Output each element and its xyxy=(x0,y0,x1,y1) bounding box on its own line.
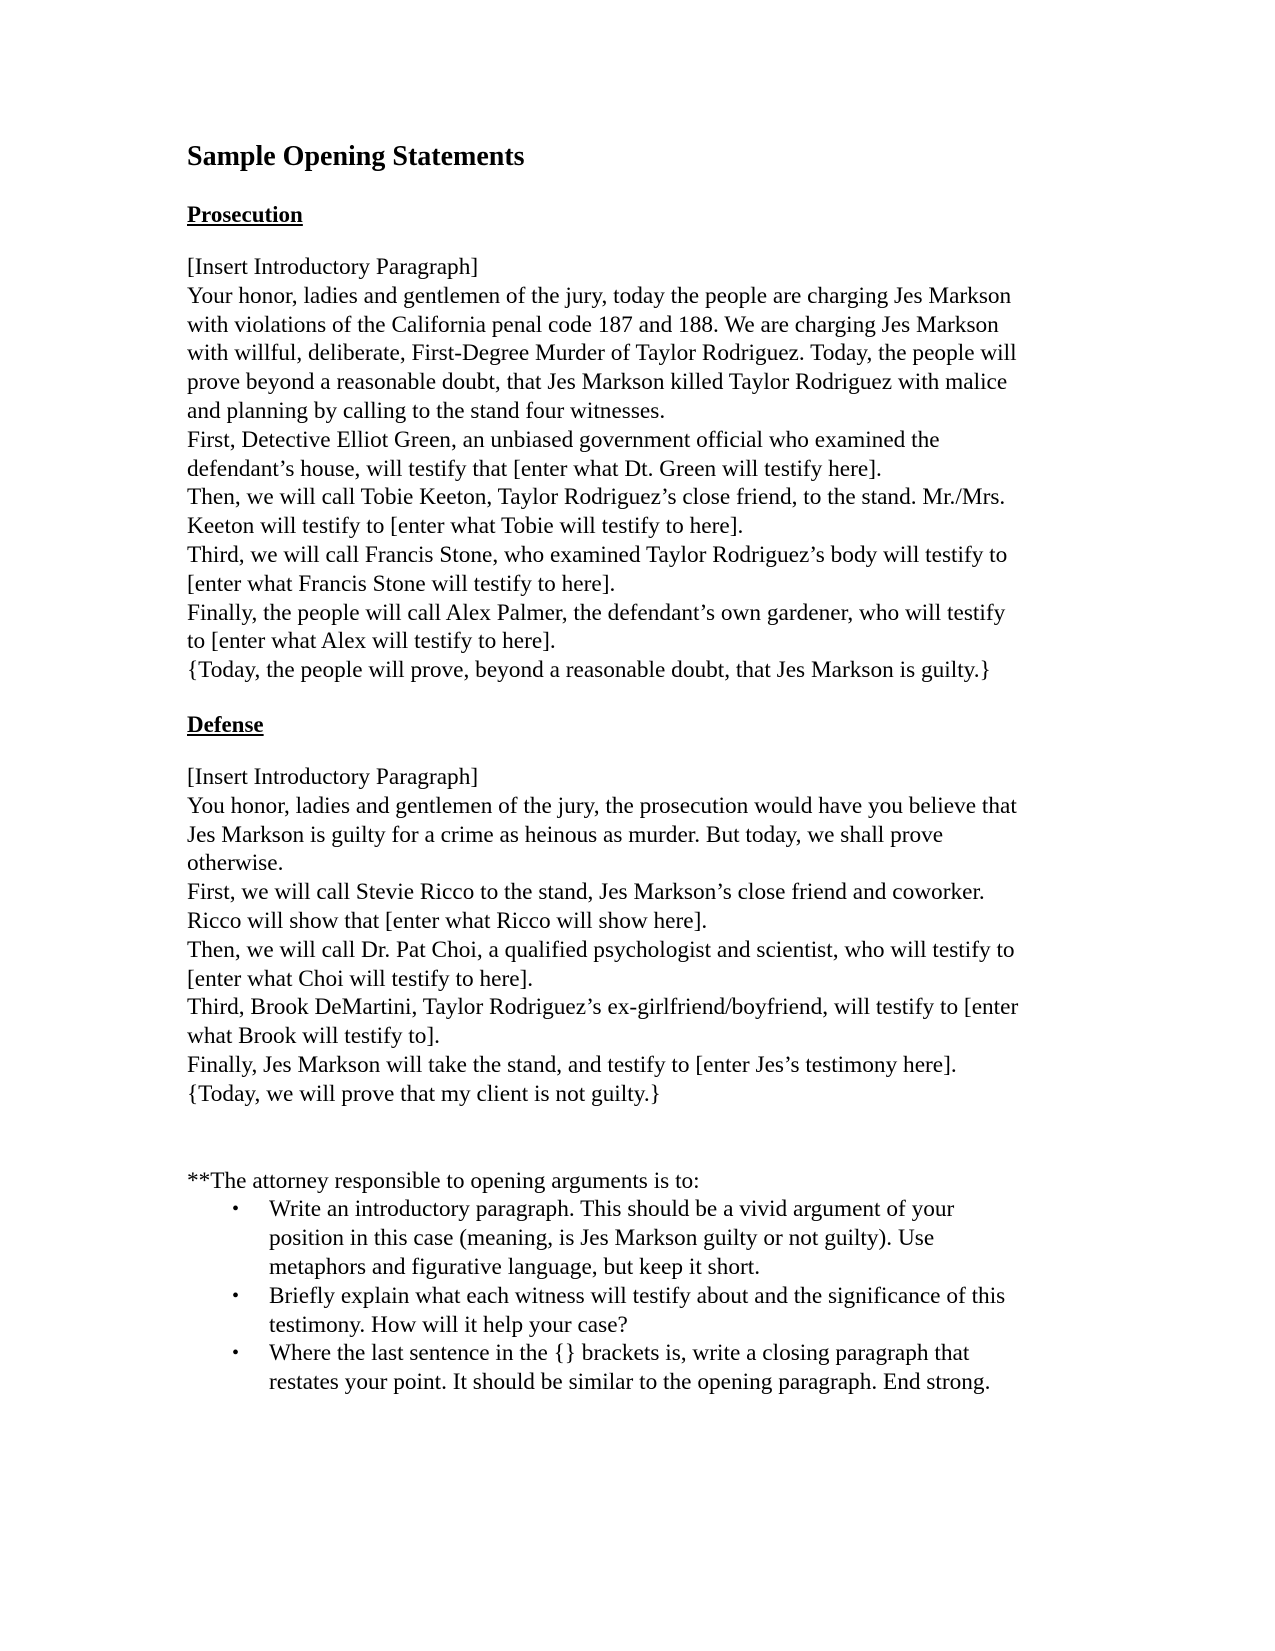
instructions-section xyxy=(187,1167,1087,1397)
text-line: and planning by calling to the stand four witnesses. xyxy=(187,397,666,424)
text-line: Briefly explain what each witness will testify about and the significance of this xyxy=(269,1282,1006,1309)
text-line: Third, Brook DeMartini, Taylor Rodriguez’s ex-girlfriend/boyfriend, will testify to [enter xyxy=(187,994,1019,1021)
text-line: prove beyond a reasonable doubt, that Jes Markson killed Taylor Rodriguez with malice xyxy=(187,369,1008,396)
bullet-icon: • xyxy=(232,1198,240,1221)
text-line: {Today, we will prove that my client is not guilty.} xyxy=(187,1080,661,1107)
text-line: Keeton will testify to [enter what Tobie will testify to here]. xyxy=(187,513,744,540)
text-line: metaphors and figurative language, but keep it short. xyxy=(269,1253,761,1280)
list-item xyxy=(187,1339,1087,1397)
text-line: [enter what Francis Stone will testify to here]. xyxy=(187,570,616,597)
text-line: restates your point. It should be similar to the opening paragraph. End strong. xyxy=(269,1369,991,1396)
text-line: {Today, the people will prove, beyond a reasonable doubt, that Jes Markson is guilty.} xyxy=(187,657,991,684)
defense-section xyxy=(187,710,1087,1109)
defense-text xyxy=(187,763,1087,1109)
text-line: defendant’s house, will testify that [enter what Dt. Green will testify here]. xyxy=(187,455,882,482)
text-line: [Insert Introductory Paragraph] xyxy=(187,763,479,790)
instructions-list xyxy=(187,1195,1087,1397)
list-item xyxy=(187,1282,1087,1340)
prosecution-text xyxy=(187,253,1087,685)
text-line: Where the last sentence in the {} brackets is, write a closing paragraph that xyxy=(269,1340,970,1367)
text-line: [enter what Choi will testify to here]. xyxy=(187,965,534,992)
defense-heading: Defense xyxy=(187,711,264,737)
instructions-intro: **The attorney responsible to opening arguments is to: xyxy=(187,1167,700,1194)
document-page xyxy=(187,140,1087,1397)
spacer xyxy=(187,685,1087,710)
text-line: [Insert Introductory Paragraph] xyxy=(187,254,479,280)
text-line: First, Detective Elliot Green, an unbiased government official who examined the xyxy=(187,426,940,453)
text-line: You honor, ladies and gentlemen of the jury, the prosecution would have you believe that xyxy=(187,792,1017,819)
text-line: Ricco will show that [enter what Ricco will show here]. xyxy=(187,907,708,934)
text-line: Then, we will call Dr. Pat Choi, a qualified psychologist and scientist, who will testify to xyxy=(187,936,1015,963)
text-line: Then, we will call Tobie Keeton, Taylor Rodriguez’s close friend, to the stand. Mr./Mrs. xyxy=(187,484,1006,511)
text-line: Finally, Jes Markson will take the stand, and testify to [enter Jes’s testimony here]. xyxy=(187,1051,957,1078)
text-line: to [enter what Alex will testify to here]. xyxy=(187,628,556,655)
prosecution-heading: Prosecution xyxy=(187,202,303,227)
text-line: Finally, the people will call Alex Palmer, the defendant’s own gardener, who will testify xyxy=(187,599,1006,626)
prosecution-section xyxy=(187,200,1087,685)
text-line: First, we will call Stevie Ricco to the stand, Jes Markson’s close friend and coworker. xyxy=(187,879,985,906)
text-line: with violations of the California penal code 187 and 188. We are charging Jes Markson xyxy=(187,311,999,338)
text-line: Jes Markson is guilty for a crime as heinous as murder. But today, we shall prove xyxy=(187,821,944,848)
text-line: Write an introductory paragraph. This should be a vivid argument of your xyxy=(269,1196,955,1223)
text-line: Your honor, ladies and gentlemen of the jury, today the people are charging Jes Markson xyxy=(187,282,1012,309)
text-line: with willful, deliberate, First-Degree Murder of Taylor Rodriguez. Today, the people will xyxy=(187,340,1017,367)
text-line: Third, we will call Francis Stone, who examined Taylor Rodriguez’s body will testify to xyxy=(187,541,1008,568)
document-title: Sample Opening Statements xyxy=(187,141,525,172)
text-line: otherwise. xyxy=(187,850,284,877)
list-item xyxy=(187,1195,1087,1281)
text-line: testimony. How will it help your case? xyxy=(269,1311,628,1338)
bullet-icon: • xyxy=(232,1342,240,1365)
spacer xyxy=(187,1109,1087,1167)
text-line: position in this case (meaning, is Jes Markson guilty or not guilty). Use xyxy=(269,1225,935,1252)
text-line: what Brook will testify to]. xyxy=(187,1023,441,1050)
bullet-icon: • xyxy=(232,1284,240,1307)
